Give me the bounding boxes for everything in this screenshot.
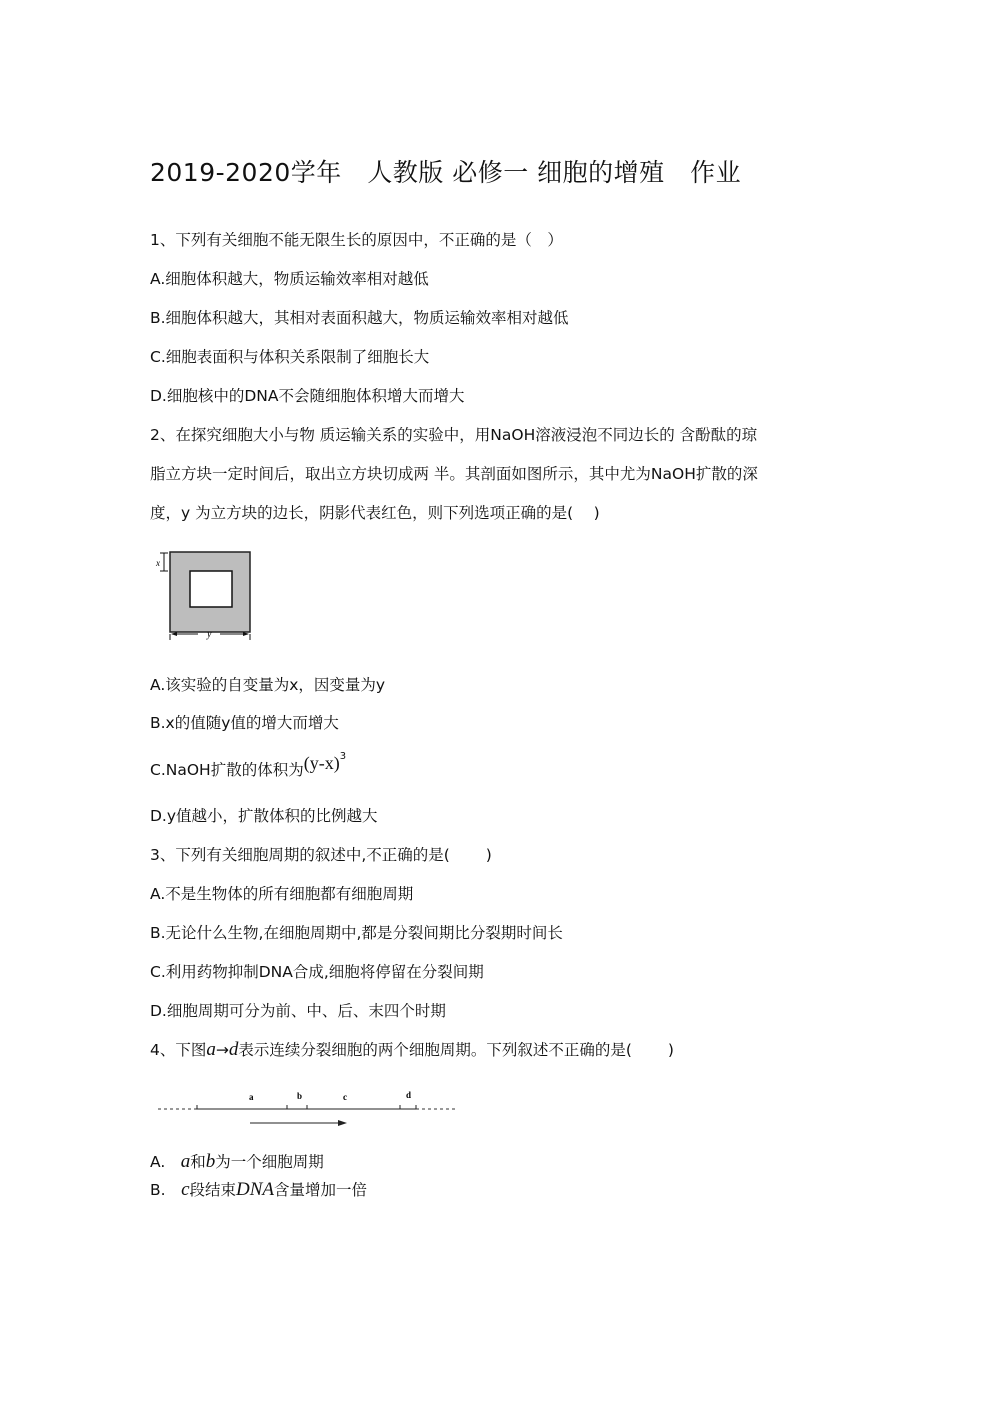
label-y: y — [207, 629, 212, 640]
opt-label: B. — [150, 1181, 182, 1199]
q1-stem: 1、下列有关细胞不能无限生长的原因中，不正确的是（ ） — [150, 231, 563, 249]
var-a: a — [180, 1151, 191, 1172]
q2-option-c-text: C.NaOH扩散的体积为 — [150, 761, 304, 779]
q2-option-a: A.该实验的自变量为x，因变量为y — [150, 676, 386, 694]
q2-stem-line3: 度，y 为立方块的边长，阴影代表红色，则下列选项正确的是( ) — [150, 504, 600, 522]
formula: (y-x) — [303, 753, 340, 773]
q3-option-b: B.无论什么生物,在细胞周期中,都是分裂间期比分裂期时间长 — [150, 924, 563, 942]
segment-a-label: a — [249, 1092, 254, 1102]
q2-option-c — [150, 750, 347, 780]
direction-arrow-icon — [338, 1120, 347, 1126]
cell-cycle-timeline — [150, 1085, 470, 1130]
formula-exponent: 3 — [339, 750, 347, 762]
var-a: a — [206, 1039, 216, 1060]
q1-option-a: A.细胞体积越大，物质运输效率相对越低 — [150, 270, 429, 288]
q3-stem: 3、下列有关细胞周期的叙述中,不正确的是( ) — [150, 846, 492, 864]
text: 段结束 — [189, 1181, 237, 1199]
text: 和 — [190, 1153, 206, 1171]
text: 为一个细胞周期 — [215, 1153, 324, 1171]
page-title: 2019-2020学年 人教版 必修一 细胞的增殖 作业 — [150, 158, 742, 187]
segment-c-label: c — [343, 1092, 347, 1102]
q1-option-d: D.细胞核中的DNA不会随细胞体积增大而增大 — [150, 387, 465, 405]
q4-option-a — [150, 1150, 324, 1173]
q3-option-a: A.不是生物体的所有细胞都有细胞周期 — [150, 885, 414, 903]
q2-stem-line1: 2、在探究细胞大小与物 质运输关系的实验中，用NaOH溶液浸泡不同边长的 含酚酞的琼 — [150, 426, 758, 444]
segment-d-label: d — [406, 1090, 412, 1100]
opt-label: A. — [150, 1153, 181, 1171]
var-d: d — [228, 1039, 239, 1060]
q3-option-d: D.细胞周期可分为前、中、后、末四个时期 — [150, 1002, 446, 1020]
var-b: b — [205, 1151, 216, 1172]
q1-option-c: C.细胞表面积与体积关系限制了细胞长大 — [150, 348, 430, 366]
q4-stem-pre: 4、下图 — [150, 1041, 207, 1059]
arrow-symbol: → — [215, 1041, 229, 1059]
label-x: x — [156, 558, 160, 568]
var-dna: DNA — [236, 1179, 275, 1200]
cube-section-figure — [150, 545, 260, 645]
var-c: c — [181, 1179, 190, 1200]
q4-stem-post: 表示连续分裂细胞的两个细胞周期。下列叙述不正确的是( ) — [238, 1041, 674, 1059]
segment-b-label: b — [297, 1091, 303, 1101]
q1-option-b: B.细胞体积越大，其相对表面积越大，物质运输效率相对越低 — [150, 309, 569, 327]
q4-stem — [150, 1038, 674, 1061]
q3-option-c: C.利用药物抑制DNA合成,细胞将停留在分裂间期 — [150, 963, 484, 981]
q4-option-b — [150, 1178, 367, 1201]
q2-option-d: D.y值越小，扩散体积的比例越大 — [150, 807, 378, 825]
q2-option-b: B.x的值随y值的增大而增大 — [150, 714, 339, 732]
text: 含量增加一倍 — [274, 1181, 368, 1199]
q2-stem-line2: 脂立方块一定时间后，取出立方块切成两 半。其剖面如图所示，其中尤为NaOH扩散的深 — [150, 465, 758, 483]
